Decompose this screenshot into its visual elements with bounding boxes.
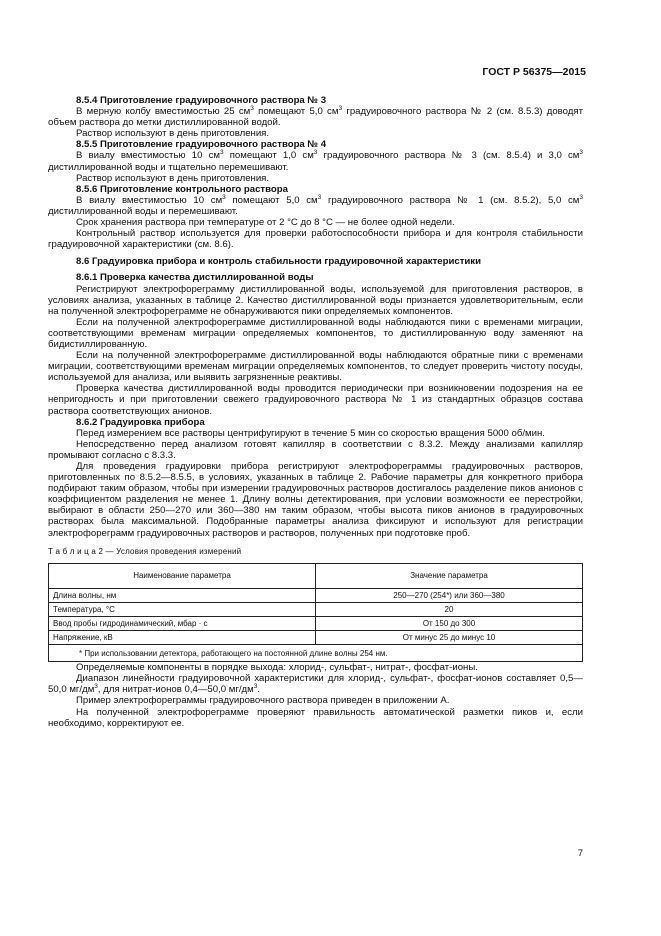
paragraph: Непосредственно перед анализом готовят капилляр в соответствии с 8.3.2. Между анализами капилляр промывают согласно с 8.3.3. xyxy=(48,438,583,461)
value-cell: От 150 до 300 xyxy=(316,616,583,630)
paragraph: Диапазон линейности градуировочной характеристики для хлорид-, сульфат-, фосфат-ионов составляет 0,5—50,0 $мг/дм^3$, для нитрат-ионов 0,4—50,0 $мг/дм^3$. xyxy=(48,673,583,696)
table-footnote-row xyxy=(49,645,583,662)
param-cell: Длина волны, нм xyxy=(49,588,316,602)
paragraph: В виалу вместимостью 10 $см^3$ помещают 1,0 $см^3$ градуировочного раствора № 3 (см. 8.5.4) и 3,0 $см^3$ дистиллированной воды и тщательно перемешивают. xyxy=(48,149,584,173)
paragraph: Перед измерением все растворы центрифугируют в течение 5 мин со скоростью вращения 5000 об/мин. xyxy=(76,427,545,439)
paragraph: Срок хранения раствора при температуре от 2 °С до 8 °С — не более одной недели. xyxy=(76,217,455,229)
paragraph: Раствор используют в день приготовления. xyxy=(76,128,270,140)
column-header-value: Значение параметра xyxy=(316,563,583,588)
heading-8-6: 8.6 Градуировка прибора и контроль стабильности градуировочной характеристики xyxy=(76,256,481,268)
table-row xyxy=(49,588,583,602)
table-row xyxy=(49,602,583,616)
paragraph: Для проведения градуировки прибора регистрируют электрофореграммы градуировочных растворов, приготовленных по 8.5.2—8.5.5, в условиях, указанных в таблице 2. Рабочие параметры для конкретного прибора подбирают таким образом, чтобы при измерении градуировочных растворов достигалось разделение пиков анионов с коэффициентом разделения не менее 1. Длину волны детектирования, при условии возможности ее перестройки, выбирают в области 250—270 или 360—380 нм таким образом, чтобы высота пиков анионов в градуировочных растворах была максимальной. Подобранные параметры анализа фиксируют и используют для регистрации электрофореграмм градуировочных растворов и растворов, полученных при подготовке проб. xyxy=(48,461,583,539)
heading-8-5-6: 8.5.6 Приготовление контрольного раствора xyxy=(76,183,288,195)
table-row xyxy=(49,616,583,630)
paragraph: В виалу вместимостью 10 $см^3$ помещают 5,0 $см^3$ градуировочного раствора № 1 (см. 8.5.2), 5,0 $см^3$ дистиллированной воды и перемешивают. xyxy=(48,193,583,217)
paragraph: На полученной электрофореграмме проверяют правильность автоматической разметки пиков и, если необходимо, корректируют ее. xyxy=(48,706,583,729)
param-cell: Ввод пробы гидродинамический, мбар · с xyxy=(49,616,316,630)
page-number: 7 xyxy=(577,848,583,859)
paragraph: Если на полученной электрофореграмме дистиллированной воды наблюдаются пики с временами миграции, соответствующими временам миграции определяемых компонентов, то дистиллированную воду заменяют на бидистиллированную. xyxy=(48,316,583,350)
paragraph: В мерную колбу вместимостью 25 $см^3$ помещают 5,0 $см^3$ градуировочного раствора № 2 (см. 8.5.3) доводят объем раствора до метки дистиллированной водой. xyxy=(48,105,583,129)
doc-code: ГОСТ Р 56375—2015 xyxy=(482,66,586,78)
table-footnote: * При использовании детектора, работающего на постоянной длине волны 254 нм. xyxy=(49,645,583,662)
value-cell: 20 xyxy=(316,602,583,616)
column-header-param: Наименование параметра xyxy=(49,563,316,588)
paragraph: Раствор используют в день приготовления. xyxy=(76,172,270,184)
value-cell: 250—270 (254*) или 360—380 xyxy=(316,588,583,602)
heading-8-6-2: 8.6.2 Градуировка прибора xyxy=(76,416,205,428)
body-text xyxy=(48,95,583,729)
heading-8-6-1: 8.6.1 Проверка качества дистиллированной воды xyxy=(76,272,314,284)
paragraph: Проверка качества дистиллированной воды проводится периодически при возникновении подозрения на ее непригодность и при приготовлении свежего градуировочного раствора № 1 из стандартных образцов состава раствора соответствующих анионов. xyxy=(48,383,583,417)
param-cell: Напряжение, кВ xyxy=(49,631,316,645)
conditions-table xyxy=(48,563,583,662)
paragraph: Контрольный раствор используется для проверки работоспособности прибора и для контроля стабильности градуировочной характеристики (см. 8.6). xyxy=(48,228,583,251)
heading-8-5-5: 8.5.5 Приготовление градуировочного раствора № 4 xyxy=(76,139,327,151)
paragraph: Определяемые компоненты в порядке выхода: хлорид-, сульфат-, нитрат-, фосфат-ионы. xyxy=(76,662,478,674)
table-header-row xyxy=(49,563,583,588)
paragraph: Если на полученной электрофореграмме дистиллированной воды наблюдаются обратные пики с временами миграции, соответствующими временам миграции определяемых компонентов, то следует проверить чистоту посуды, используемой для анализа, или выявить загрязненные реактивы. xyxy=(48,350,583,384)
heading-8-5-4: 8.5.4 Приготовление градуировочного раствора № 3 xyxy=(76,95,327,106)
paragraph: Пример электрофореграммы градуировочного раствора приведен в приложении А. xyxy=(76,695,450,707)
param-cell: Температура, °С xyxy=(49,602,316,616)
table-row xyxy=(49,631,583,645)
paragraph: Регистрируют электрофореграмму дистиллированной воды, используемой для приготовления растворов, в условиях анализа, указанных в таблице 2. Качество дистиллированной воды признается удовлетворительным, если на полученной электрофореграмме не обнаруживаются пики определяемых компонентов. xyxy=(48,283,583,317)
table-caption: Т а б л и ц а 2 — Условия проведения измерений xyxy=(48,546,242,556)
value-cell: От минус 25 до минус 10 xyxy=(316,631,583,645)
